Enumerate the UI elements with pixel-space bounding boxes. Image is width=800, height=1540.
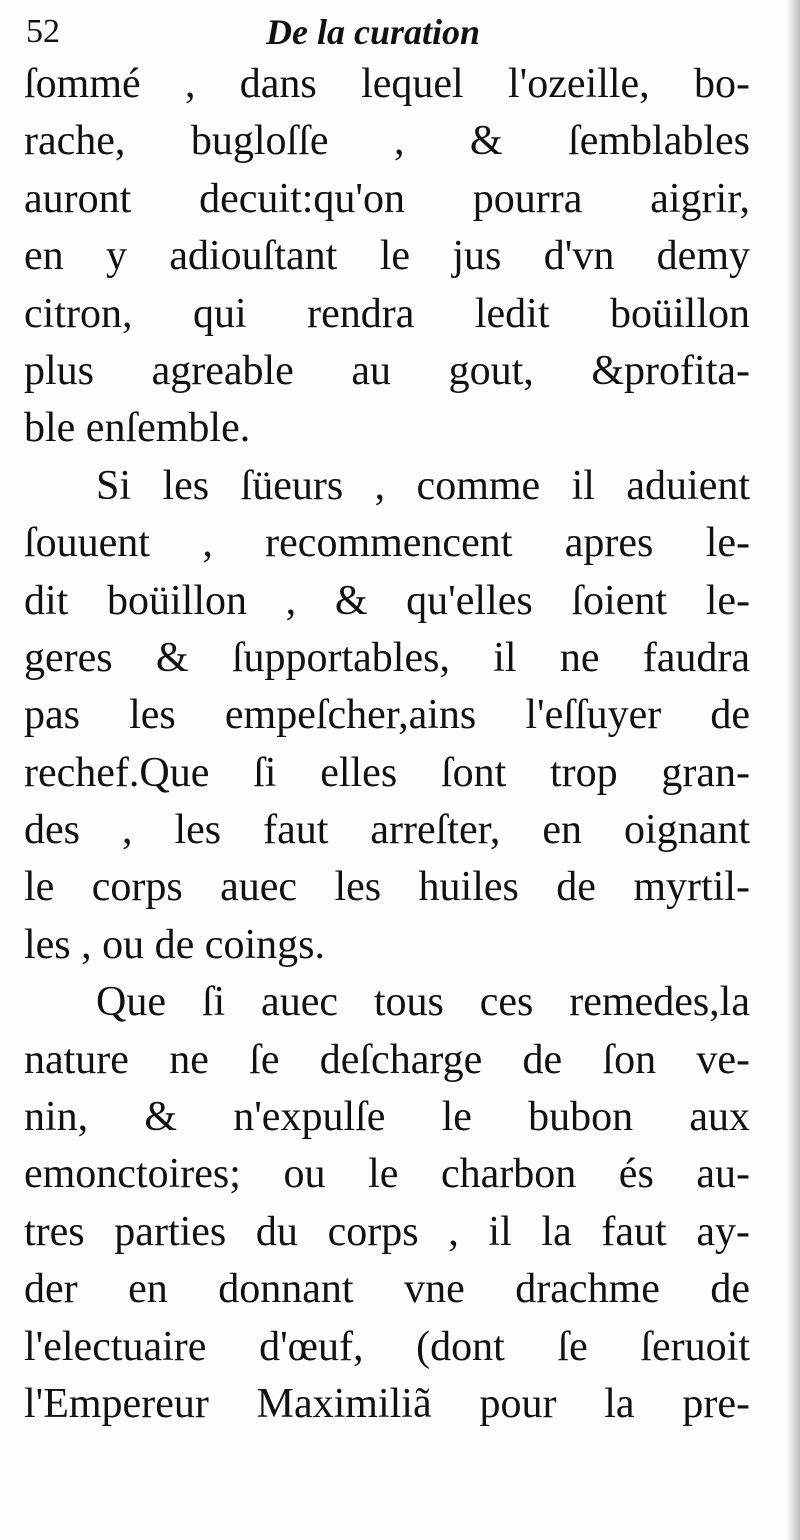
page-header bbox=[26, 8, 766, 52]
text-line: ſommé , dans lequel l'ozeille, bo- bbox=[24, 61, 750, 107]
text-line: nature ne ſe deſcharge de ſon ve- bbox=[24, 1036, 750, 1083]
text-line: des , les faut arreſter, en oignant bbox=[24, 807, 750, 854]
text-line: les , ou de coings. bbox=[24, 921, 325, 968]
text-line: pas les empeſcher,ains l'eſſuyer de bbox=[24, 692, 750, 739]
text-line: l'electuaire d'œuf, (dont ſe ſeruoit bbox=[24, 1323, 750, 1370]
page-number: 52 bbox=[26, 13, 60, 50]
page-gutter-shadow bbox=[786, 0, 800, 1540]
text-line: ble enſemble. bbox=[24, 405, 251, 452]
body-text bbox=[24, 56, 750, 1433]
text-line: citron, qui rendra ledit boüillon bbox=[24, 290, 750, 337]
text-line: der en donnant vne drachme de bbox=[24, 1266, 750, 1313]
text-line: tres parties du corps , il la faut ay- bbox=[24, 1208, 750, 1255]
text-line: Si les ſüeurs , comme il aduient bbox=[96, 462, 750, 509]
text-line: nin, & n'expulſe le bubon aux bbox=[24, 1094, 750, 1141]
text-line: ſouuent , recommencent apres le- bbox=[24, 520, 750, 567]
text-line: plus agreable au gout, &profita- bbox=[24, 347, 750, 394]
text-line: l'Empereur Maximiliã pour la pre- bbox=[24, 1380, 750, 1427]
text-line: en y adiouſtant le jus d'vn demy bbox=[24, 233, 750, 280]
running-head: De la curation bbox=[266, 12, 481, 52]
text-line: auront decuit:qu'on pourra aigrir, bbox=[24, 175, 750, 222]
text-line: geres & ſupportables, il ne faudra bbox=[24, 634, 750, 681]
text-line: Que ſi auec tous ces remedes,la bbox=[96, 979, 750, 1026]
text-line: le corps auec les huiles de myrtil- bbox=[24, 864, 750, 911]
text-line: rache, bugloſſe , & ſemblables bbox=[24, 118, 750, 165]
text-line: emonctoires; ou le charbon és au- bbox=[24, 1151, 750, 1198]
text-line: rechef.Que ſi elles ſont trop gran- bbox=[24, 749, 750, 796]
text-line: dit boüillon , & qu'elles ſoient le- bbox=[24, 577, 750, 624]
